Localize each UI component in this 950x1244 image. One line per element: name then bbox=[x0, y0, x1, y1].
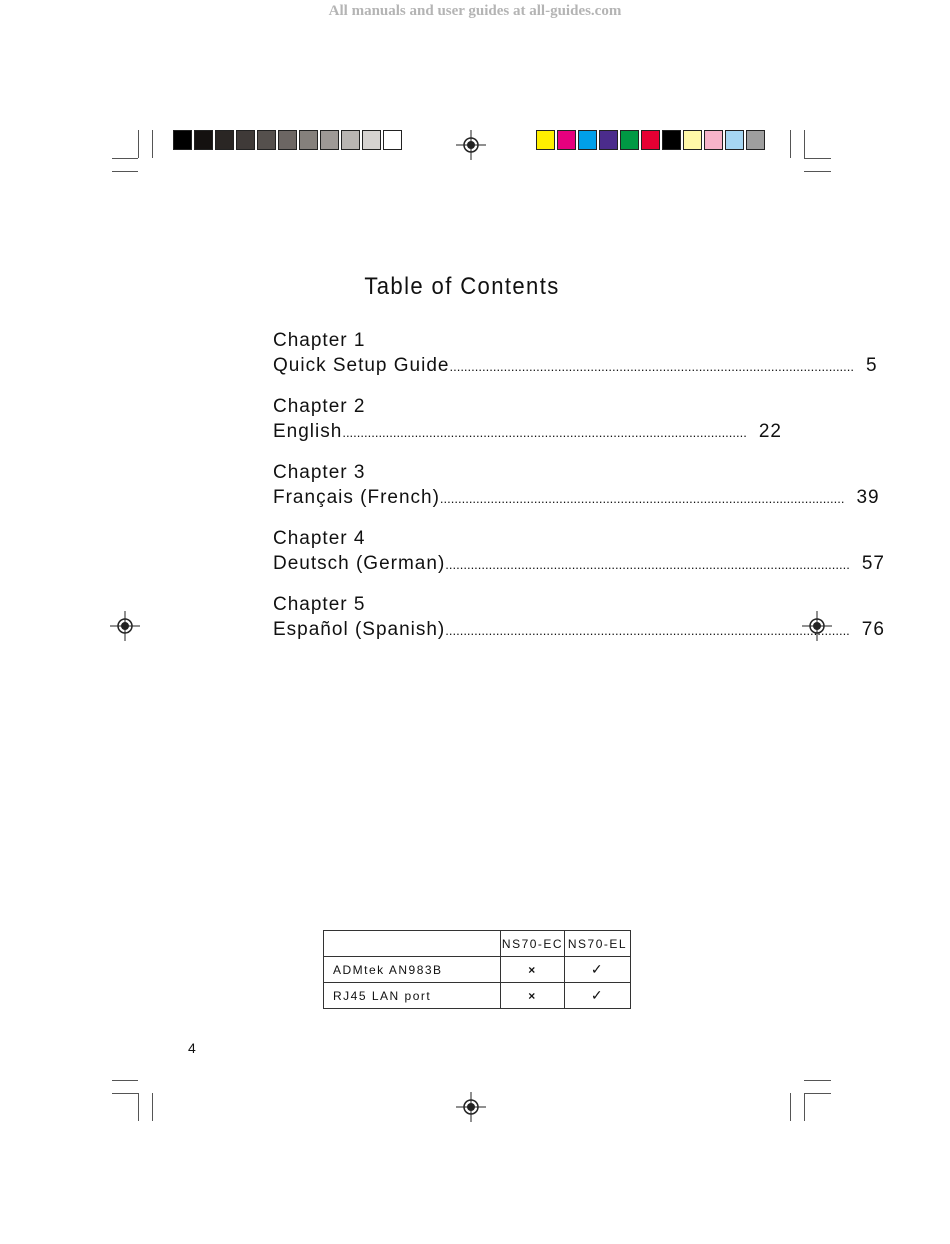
color-swatch bbox=[557, 130, 576, 150]
color-bar bbox=[536, 130, 765, 152]
toc-entry[interactable] bbox=[273, 461, 880, 511]
toc-chapter-label: Chapter 1 bbox=[273, 330, 366, 351]
color-swatch bbox=[599, 130, 618, 150]
crop-mark bbox=[112, 158, 138, 159]
toc-entry-title: Español (Spanish) bbox=[273, 619, 446, 640]
table-header-cell: NS70-EC bbox=[501, 931, 565, 957]
color-swatch bbox=[236, 130, 255, 150]
cross-icon: × bbox=[501, 957, 565, 983]
color-swatch bbox=[383, 130, 402, 150]
crop-mark bbox=[804, 1093, 831, 1094]
model-comparison-table bbox=[323, 930, 631, 1009]
check-icon: ✓ bbox=[565, 957, 631, 983]
check-icon: ✓ bbox=[565, 983, 631, 1009]
dot-leader: ................................................................................................................ bbox=[342, 425, 747, 440]
crop-mark bbox=[804, 1093, 805, 1121]
dot-leader: ................................................................................................................ bbox=[445, 623, 850, 638]
cross-icon: × bbox=[501, 983, 565, 1009]
feature-cell: ADMtek AN983B bbox=[324, 957, 501, 983]
crop-mark bbox=[790, 1093, 791, 1121]
table-header-cell bbox=[324, 931, 501, 957]
color-swatch bbox=[215, 130, 234, 150]
registration-mark-icon bbox=[110, 611, 140, 641]
toc-chapter-label: Chapter 4 bbox=[273, 528, 366, 549]
color-swatch bbox=[194, 130, 213, 150]
toc-entry[interactable] bbox=[273, 329, 878, 379]
color-swatch bbox=[683, 130, 702, 150]
toc-entry-title: English bbox=[273, 421, 343, 442]
toc-chapter-label: Chapter 5 bbox=[273, 594, 366, 615]
color-swatch bbox=[725, 130, 744, 150]
toc-page-number: 5 bbox=[866, 355, 878, 376]
dot-leader: ................................................................................................................ bbox=[445, 557, 850, 572]
toc-entry[interactable] bbox=[273, 395, 782, 445]
crop-mark bbox=[152, 1093, 153, 1121]
registration-mark-icon bbox=[456, 1092, 486, 1122]
crop-mark bbox=[112, 1080, 138, 1081]
crop-mark bbox=[152, 130, 153, 158]
color-swatch bbox=[362, 130, 381, 150]
color-swatch bbox=[641, 130, 660, 150]
color-swatch bbox=[704, 130, 723, 150]
toc-chapter-label: Chapter 2 bbox=[273, 396, 366, 417]
table-header-row bbox=[324, 931, 631, 957]
table-of-contents bbox=[273, 329, 885, 659]
table-header-cell: NS70-EL bbox=[565, 931, 631, 957]
crop-mark bbox=[112, 171, 138, 172]
table-row bbox=[324, 983, 631, 1009]
watermark: All manuals and user guides at all-guides.com bbox=[328, 3, 622, 19]
color-swatch bbox=[662, 130, 681, 150]
color-swatch bbox=[278, 130, 297, 150]
feature-cell: RJ45 LAN port bbox=[324, 983, 501, 1009]
table-row bbox=[324, 957, 631, 983]
toc-page-number: 57 bbox=[861, 553, 885, 574]
color-swatch bbox=[341, 130, 360, 150]
color-swatch bbox=[173, 130, 192, 150]
page-title: Table of Contents bbox=[364, 273, 560, 300]
toc-entry-title: Deutsch (German) bbox=[273, 553, 446, 574]
color-swatch bbox=[536, 130, 555, 150]
color-swatch bbox=[299, 130, 318, 150]
toc-chapter-label: Chapter 3 bbox=[273, 462, 366, 483]
toc-entry-title: Français (French) bbox=[273, 487, 440, 508]
color-swatch bbox=[320, 130, 339, 150]
crop-mark bbox=[138, 1093, 139, 1121]
toc-page-number: 22 bbox=[758, 421, 782, 442]
dot-leader: ................................................................................................................ bbox=[449, 359, 855, 374]
toc-entry[interactable] bbox=[273, 593, 885, 643]
toc-entry-title: Quick Setup Guide bbox=[273, 355, 450, 376]
color-swatch bbox=[257, 130, 276, 150]
crop-mark bbox=[804, 158, 831, 159]
color-swatch bbox=[578, 130, 597, 150]
page-number: 4 bbox=[188, 1040, 196, 1056]
crop-mark bbox=[804, 1080, 831, 1081]
crop-mark bbox=[804, 171, 831, 172]
grayscale-bar bbox=[173, 130, 402, 152]
toc-page-number: 76 bbox=[861, 619, 885, 640]
crop-mark bbox=[112, 1093, 138, 1094]
crop-mark bbox=[804, 130, 805, 158]
crop-mark bbox=[790, 130, 791, 158]
color-swatch bbox=[620, 130, 639, 150]
toc-page-number: 39 bbox=[856, 487, 880, 508]
toc-entry[interactable] bbox=[273, 527, 885, 577]
crop-mark bbox=[138, 130, 139, 158]
dot-leader: ................................................................................................................ bbox=[439, 491, 845, 506]
color-swatch bbox=[746, 130, 765, 150]
registration-mark-icon bbox=[456, 130, 486, 160]
